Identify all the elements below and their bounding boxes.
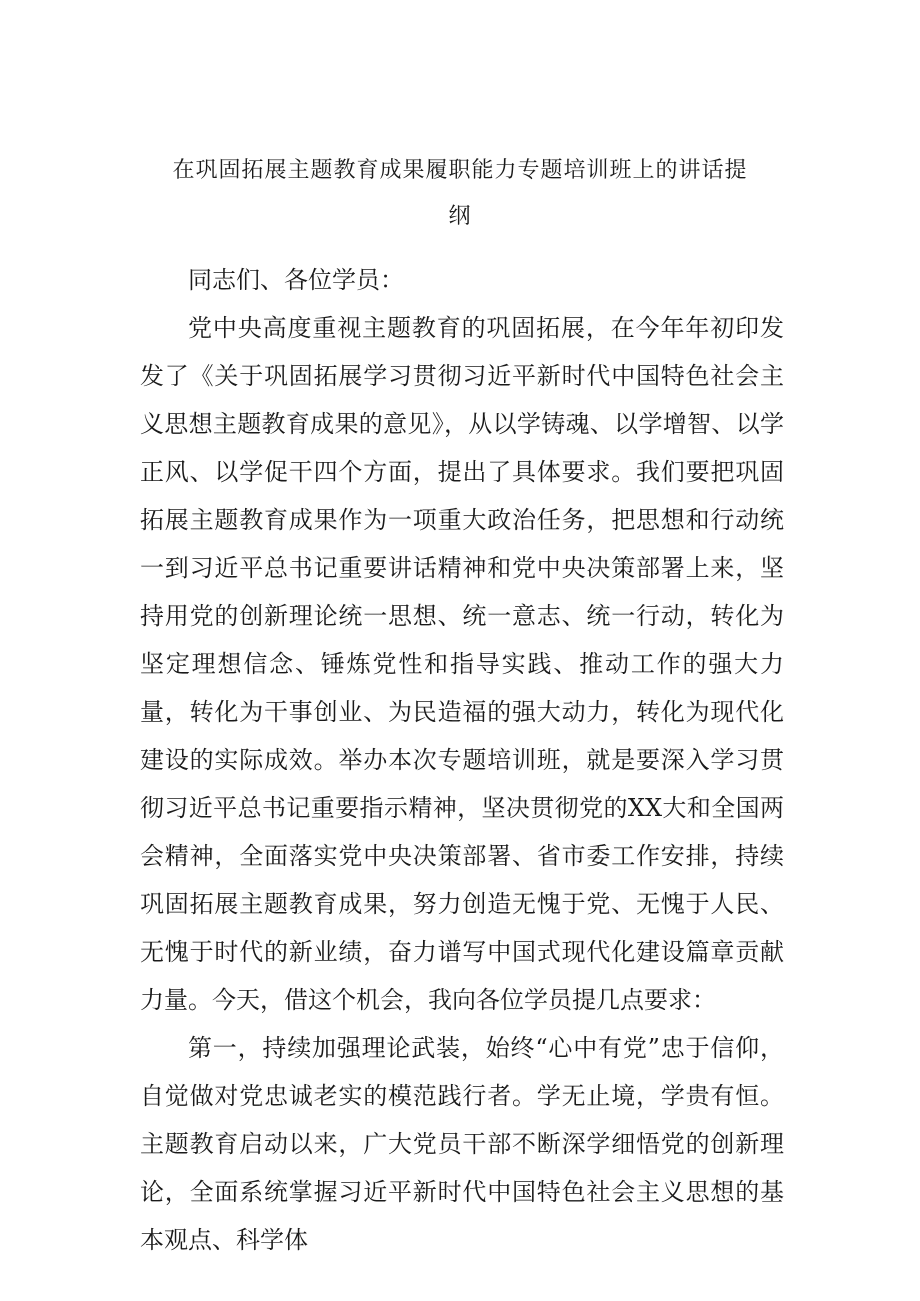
document-body <box>140 256 784 1264</box>
title-line-1: 在巩固拓展主题教育成果履职能力专题培训班上的讲话提 <box>172 158 748 183</box>
paragraph-first-point: 第一，持续加强理论武装，始终“心中有党”忠于信仰，自觉做对党忠诚老实的模范践行者。学无止境，学贵有恒。主题教育启动以来，广大党员干部不断深学细悟党的创新理论，全面系统掌握习近平新时代中国特色社会主义思想的基本观点、科学体 <box>140 1034 784 1254</box>
paragraph-intro: 党中央高度重视主题教育的巩固拓展，在今年年初印发发了《关于巩固拓展学习贯彻习近平新时代中国特色社会主义思想主题教育成果的意见》，从以学铸魂、以学增智、以学正风、以学促干四个方面，提出了具体要求。我们要把巩固拓展主题教育成果作为一项重大政治任务，把思想和行动统一到习近平总书记重要讲话精神和党中央决策部署上来，坚持用党的创新理论统一思想、统一意志、统一行动，转化为坚定理想信念、锤炼党性和指导实践、推动工作的强大力量，转化为干事创业、为民造福的强大动力，转化为现代化建设的实际成效。举办本次专题培训班，就是要深入学习贯彻习近平总书记重要指示精神，坚决贯彻党的XX大和全国两会精神，全面落实党中央决策部署、省市委工作安排，持续巩固拓展主题教育成果，努力创造无愧于党、无愧于人民、无愧于时代的新业绩，奋力谱写中国式现代化建设篇章贡献力量。今天，借这个机会，我向各位学员提几点要求： <box>140 314 784 1014</box>
document-title <box>135 148 785 240</box>
title-line-2: 纲 <box>448 204 472 229</box>
salutation: 同志们、各位学员： <box>188 266 404 294</box>
